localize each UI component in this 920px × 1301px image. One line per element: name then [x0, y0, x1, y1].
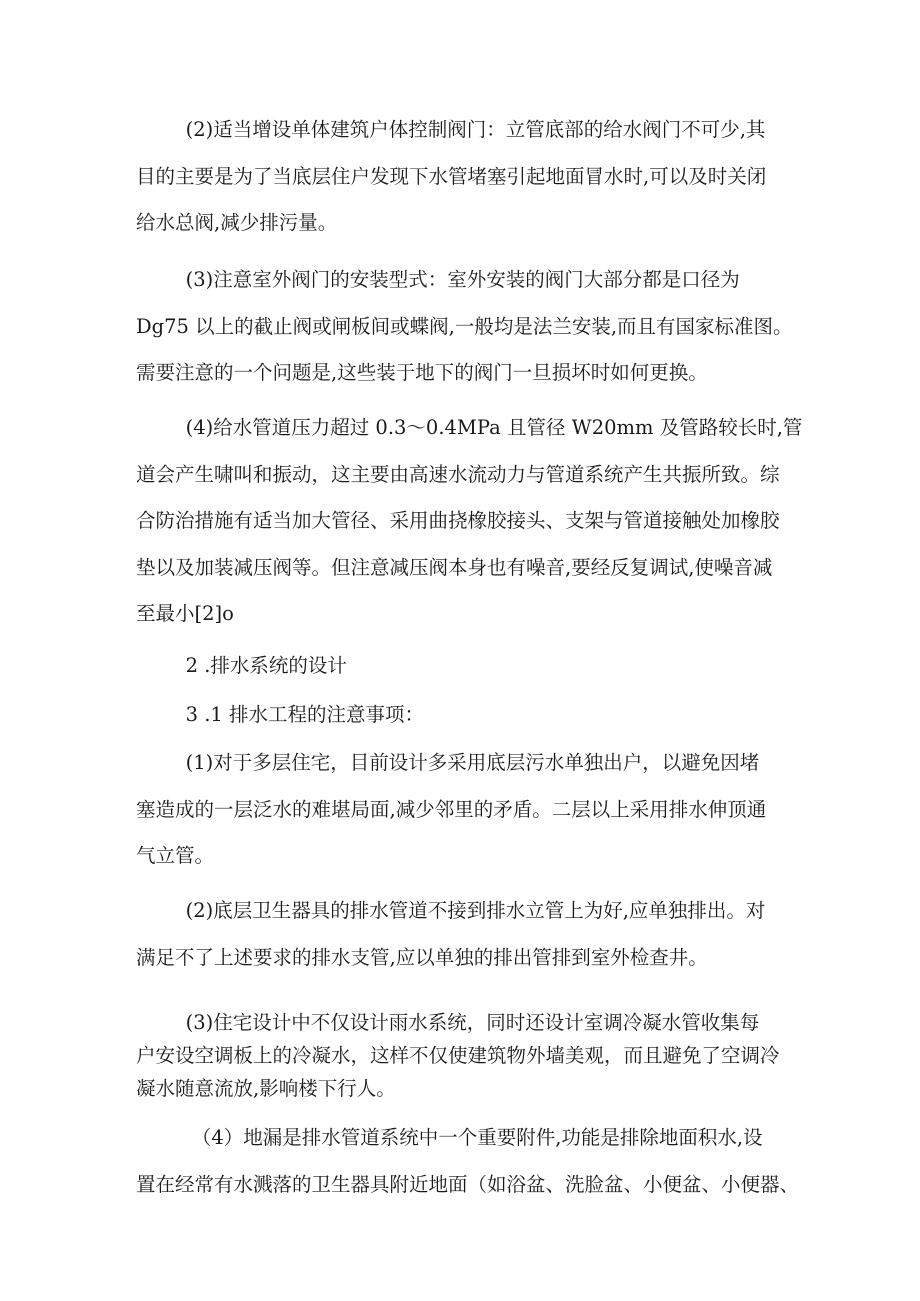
- section-heading-drainage-design: [136, 643, 796, 690]
- paragraph-floor-drain: [136, 1115, 800, 1208]
- text-line: 置在经常有水溅落的卫生器具附近地面（如浴盆、洗脸盆、小便盆、小便器、: [136, 1172, 800, 1196]
- text-line: (3)住宅设计中不仅设计雨水系统，同时还设计室调冷凝水管收集每: [136, 1011, 760, 1034]
- text-line: (1)对于多层住宅，目前设计多采用底层污水单独出户，以避免因堵: [136, 751, 760, 774]
- text-line: 目的主要是为了当底层住户发现下水管堵塞引起地面冒水时,可以及时关闭: [136, 164, 767, 188]
- text-line: （4）地漏是排水管道系统中一个重要附件,功能是排除地面积水,设: [136, 1126, 763, 1149]
- text-line: 道会产生啸叫和振动，这主要由高速水流动力与管道系统产生共振所致。综: [136, 462, 780, 486]
- text-line: (2)适当增设单体建筑户体控制阀门：立管底部的给水阀门不可少,其: [136, 118, 766, 141]
- text-line: (3)注意室外阀门的安装型式：室外安装的阀门大部分都是口径为: [136, 268, 740, 291]
- paragraph-valve-control: [136, 107, 796, 247]
- heading-line: 2 .排水系统的设计: [136, 654, 347, 677]
- text-line: 凝水随意流放,影响楼下行人。: [136, 1077, 396, 1100]
- text-line: 需要注意的一个问题是,这些装于地下的阀门一旦损坏时如何更换。: [136, 361, 708, 384]
- text-line: (2)底层卫生器具的排水管道不接到排水立管上为好,应单独排出。对: [136, 899, 766, 922]
- paragraph-condensate: [136, 1006, 796, 1105]
- text-line: (4)给水管道压力超过 0.3～0.4MPa 且管径 W20mm 及管路较长时,管: [136, 416, 803, 439]
- text-line: 塞造成的一层泛水的难堪局面,减少邻里的矛盾。二层以上采用排水伸顶通: [136, 797, 767, 821]
- heading-line: 3 .1 排水工程的注意事项：: [136, 703, 424, 726]
- text-line: 至最小[2]o: [136, 602, 234, 625]
- subsection-heading-drainage-notes: [136, 692, 796, 739]
- paragraph-outdoor-valve: [136, 257, 796, 397]
- text-line: 垫以及加装减压阀等。但注意减压阀本身也有噪音,要经反复调试,使噪音减: [136, 555, 773, 579]
- paragraph-multistory: [136, 740, 796, 880]
- text-line: 给水总阀,减少排污量。: [136, 211, 338, 234]
- paragraph-pipe-noise: [136, 405, 803, 638]
- text-line: Dg75 以上的截止阀或闸板间或蝶阀,一般均是法兰安装,而且有国家标准图。: [136, 314, 793, 338]
- text-line: 户安设空调板上的冷凝水，这样不仅使建筑物外墙美观，而且避免了空调冷: [136, 1044, 780, 1067]
- text-line: 合防治措施有适当加大管径、采用曲挠橡胶接头、支架与管道接触处加橡胶: [136, 509, 780, 532]
- paragraph-ground-floor-drain: [136, 888, 796, 981]
- text-line: 气立管。: [136, 844, 215, 867]
- text-line: 满足不了上述要求的排水支管,应以单独的排出管排到室外检查井。: [136, 945, 708, 969]
